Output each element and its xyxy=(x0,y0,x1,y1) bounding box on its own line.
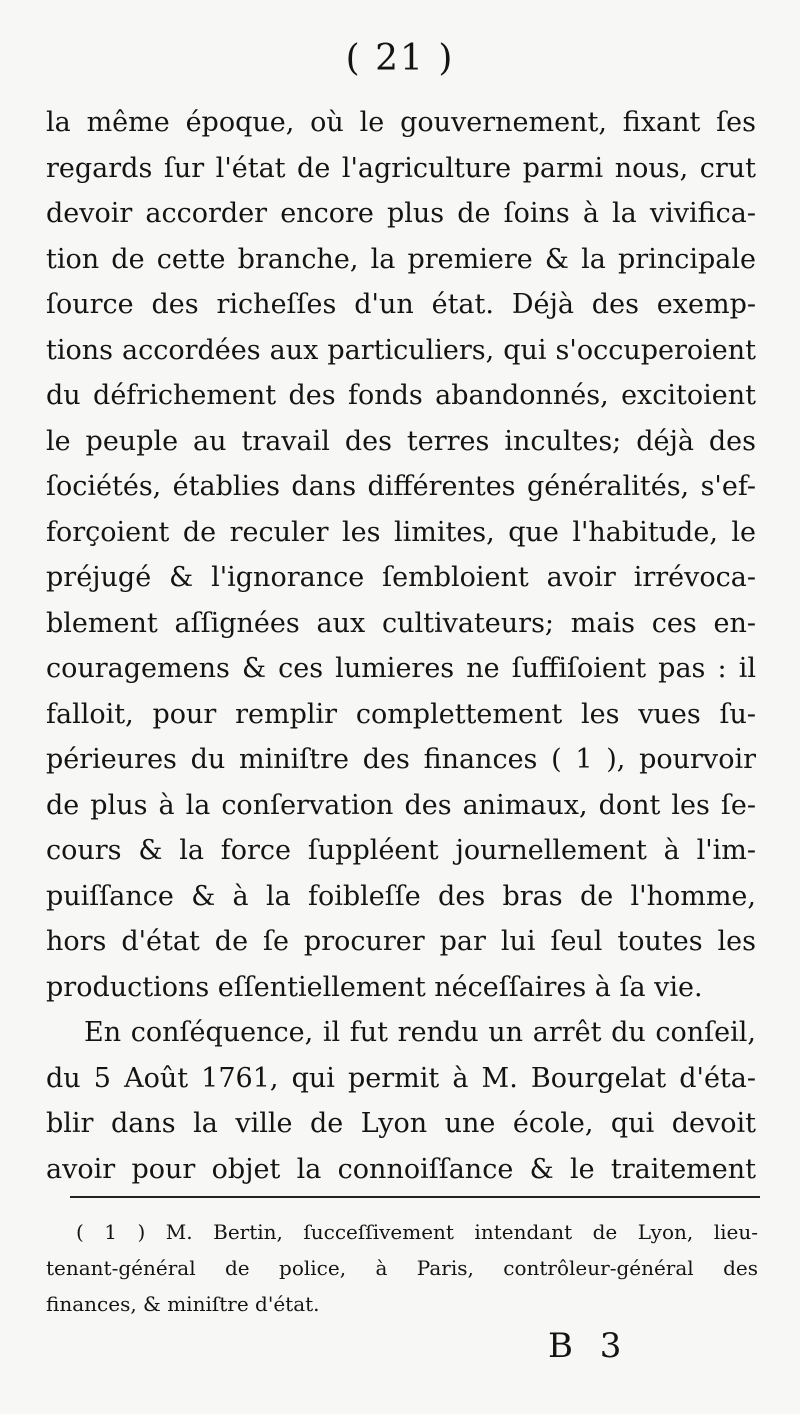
body-line: de plus à la conſervation des animaux, dont les ſe- xyxy=(46,789,756,821)
body-line: périeures du miniſtre des finances ( 1 ), pourvoir xyxy=(46,744,756,775)
body-line: En conſéquence, il fut rendu un arrêt du conſeil, xyxy=(84,1017,756,1048)
footnote-line: finances, & miniſtre d'état. xyxy=(46,1292,320,1316)
body-line: hors d'état de ſe procurer par lui ſeul toutes les xyxy=(46,926,756,957)
body-line: du défrichement des fonds abandonnés, excitoient xyxy=(46,380,756,411)
body-line: blir dans la ville de Lyon une école, qui devoit xyxy=(46,1108,756,1139)
body-line: avoir pour objet la connoiſſance & le traitement xyxy=(46,1153,756,1185)
body-line: tions accordées aux particuliers, qui s'occuperoient xyxy=(46,334,756,366)
body-line: forçoient de reculer les limites, que l'habitude, le xyxy=(46,516,756,548)
body-text xyxy=(46,100,756,1192)
body-line: le peuple au travail des terres incultes; déjà des xyxy=(46,425,756,457)
body-line: préjugé & l'ignorance ſembloient avoir irrévoca- xyxy=(46,562,756,593)
body-line: couragemens & ces lumieres ne ſuffiſoient pas : il xyxy=(46,653,756,684)
body-line: tion de cette branche, la premiere & la principale xyxy=(46,243,756,275)
body-line: du 5 Août 1761, qui permit à M. Bourgelat d'éta- xyxy=(46,1062,756,1094)
signature-mark: B 3 xyxy=(548,1326,630,1366)
body-line: cours & la force ſuppléent journellement à l'im- xyxy=(46,835,756,866)
body-line: la même époque, où le gouvernement, fixant ſes xyxy=(46,107,756,138)
body-line: devoir accorder encore plus de ſoins à la vivifica- xyxy=(46,198,756,229)
body-line: productions eſſentiellement néceſſaires à ſa vie. xyxy=(46,971,703,1003)
footnote xyxy=(46,1214,758,1322)
page-number: ( 21 ) xyxy=(345,38,455,79)
footnote-line: ( 1 ) M. Bertin, ſucceſſivement intendant de Lyon, lieu- xyxy=(76,1220,758,1244)
body-line: puiſſance & à la foibleſſe des bras de l'homme, xyxy=(46,880,756,912)
body-line: regards ſur l'état de l'agriculture parmi nous, crut xyxy=(46,152,756,184)
body-line: falloit, pour remplir complettement les vues ſu- xyxy=(46,698,756,730)
body-line: ſociétés, établies dans différentes généralités, s'ef- xyxy=(46,471,756,502)
body-line: ſource des richeſſes d'un état. Déjà des exemp- xyxy=(46,289,756,320)
footnote-line: tenant-général de police, à Paris, contrôleur-général des xyxy=(46,1256,758,1280)
footnote-rule xyxy=(70,1196,760,1198)
body-line: blement aſſignées aux cultivateurs; mais ces en- xyxy=(46,607,756,639)
